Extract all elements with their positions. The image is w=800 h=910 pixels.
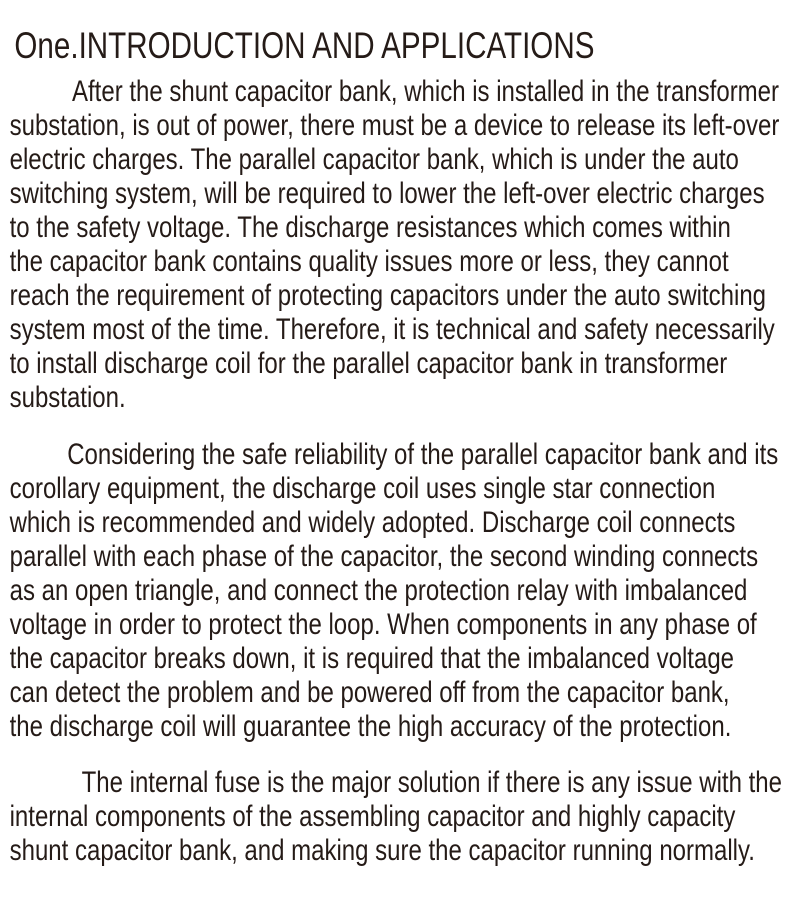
text-line: electric charges. The parallel capacitor bank, which is under the auto: [9, 143, 739, 176]
paragraph-introduction-2: [10, 438, 784, 744]
text-line: to the safety voltage. The discharge resistances which comes within: [9, 211, 731, 244]
text-line: the discharge coil will guarantee the high accuracy of the protection.: [9, 710, 732, 743]
text-line: The internal fuse is the major solution if there is any issue with the: [81, 766, 782, 799]
section-heading: One.INTRODUCTION AND APPLICATIONS: [14, 25, 595, 66]
text-line: parallel with each phase of the capacitor, the second winding connects: [9, 540, 759, 573]
text-line: system most of the time. Therefore, it is technical and safety necessarily: [9, 313, 775, 346]
text-line: can detect the problem and be powered off from the capacitor bank,: [9, 676, 730, 709]
text-line: corollary equipment, the discharge coil uses single star connection: [9, 472, 716, 505]
text-line: which is recommended and widely adopted. Discharge coil connects: [9, 506, 736, 539]
paragraph-introduction-3: [10, 766, 784, 868]
text-line: to install discharge coil for the parallel capacitor bank in transformer: [9, 347, 728, 380]
text-line: internal components of the assembling capacitor and highly capacity: [9, 800, 736, 833]
text-line: as an open triangle, and connect the protection relay with imbalanced: [9, 574, 748, 607]
text-line: reach the requirement of protecting capacitors under the auto switching: [9, 279, 767, 312]
text-line: substation.: [9, 381, 126, 414]
text-line: switching system, will be required to lower the left-over electric charges: [9, 177, 765, 210]
document-page: [0, 27, 800, 868]
text-line: shunt capacitor bank, and making sure the capacitor running normally.: [9, 834, 755, 867]
text-line: the capacitor breaks down, it is required that the imbalanced voltage: [9, 642, 735, 675]
text-line: the capacitor bank contains quality issues more or less, they cannot: [9, 245, 729, 278]
text-line: Considering the safe reliability of the parallel capacitor bank and its: [67, 438, 779, 471]
text-line: voltage in order to protect the loop. When components in any phase of: [9, 608, 757, 641]
text-line: After the shunt capacitor bank, which is installed in the transformer: [72, 75, 780, 108]
paragraph-introduction-1: [10, 75, 784, 415]
text-line: substation, is out of power, there must be a device to release its left-over: [9, 109, 780, 142]
